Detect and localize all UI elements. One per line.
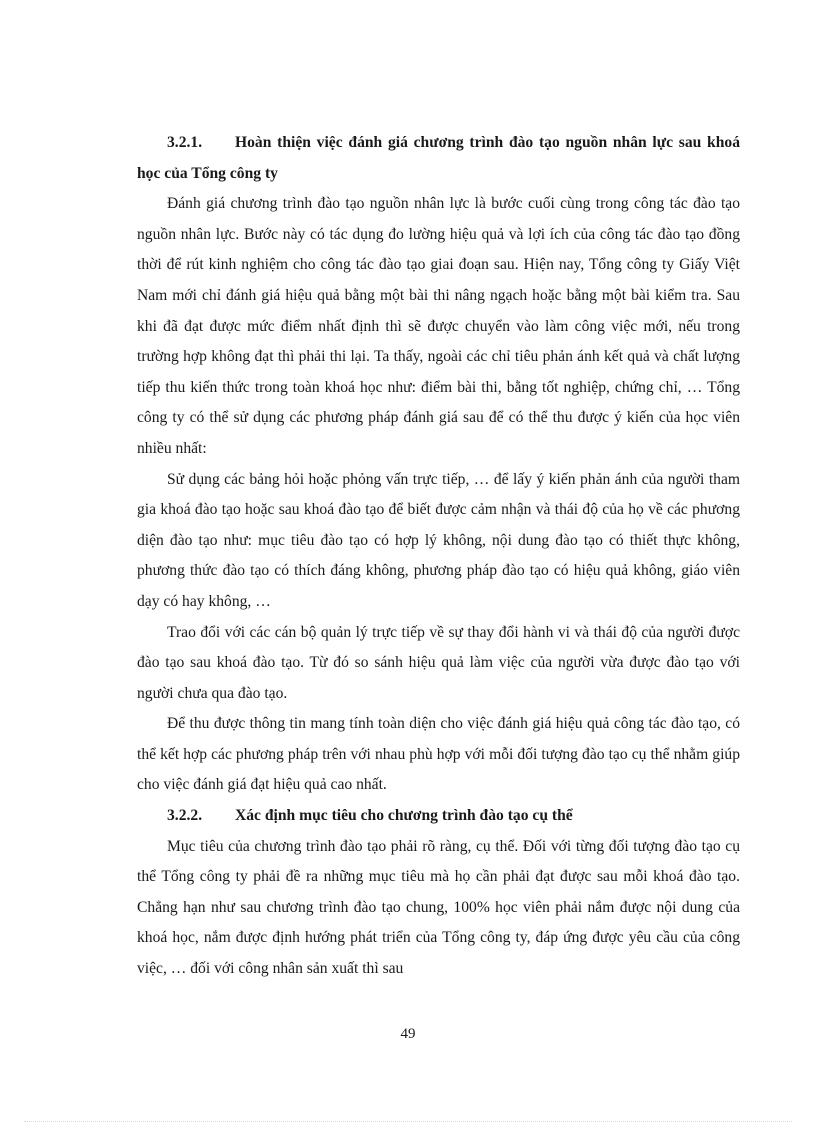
- paragraph: Sử dụng các bảng hỏi hoặc phỏng vấn trực tiếp, … để lấy ý kiến phản ánh của người tham gia khoá đào tạo hoặc sau khoá đào tạo để biết được cảm nhận và thái độ của họ về các phương diện đào tạo như: mục tiêu đào tạo có hợp lý không, nội dung đào tạo có thiết thực không, phương thức đào tạo có thích đáng không, phương pháp đào tạo có hiệu quả không, giáo viên dạy có hay không, …: [137, 470, 740, 610]
- section-heading-3-2-2: [137, 801, 740, 832]
- paragraph: Để thu được thông tin mang tính toàn diện cho việc đánh giá hiệu quả công tác đào tạo, có thể kết hợp các phương pháp trên với nhau phù hợp với mỗi đối tượng đào tạo cụ thể nhằm giúp cho việc đánh giá đạt hiệu quả cao nhất.: [137, 715, 740, 794]
- section-number: 3.2.2.: [167, 807, 203, 825]
- paragraph: Đánh giá chương trình đào tạo nguồn nhân lực là bước cuối cùng trong công tác đào tạo nguồn nhân lực. Bước này có tác dụng đo lường hiệu quả và lợi ích của công tác đào tạo đồng thời để rút kinh nghiệm cho công tác đào tạo giai đoạn sau. Hiện nay, Tổng công ty Giấy Việt Nam mới chỉ đánh giá hiệu quả bằng một bài thi nâng ngạch hoặc bằng một bài kiểm tra. Sau khi đã đạt được mức điểm nhất định thì sẽ được chuyển vào làm công việc mới, nếu trong trường hợp không đạt thì phải thi lại. Ta thấy, ngoài các chỉ tiêu phản ánh kết quả và chất lượng tiếp thu kiến thức trong toàn khoá học như: điểm bài thi, bằng tốt nghiệp, chứng chỉ, … Tổng công ty có thể sử dụng các phương pháp đánh giá sau để có thể thu được ý kiến của học viên nhiều nhất:: [137, 195, 740, 457]
- section-number: 3.2.1.: [167, 134, 203, 151]
- page-content: [137, 128, 740, 985]
- paragraph: Mục tiêu của chương trình đào tạo phải rõ ràng, cụ thể. Đối với từng đối tượng đào tạo cụ thể Tổng công ty phải đề ra những mục tiêu mà họ cần phải đạt được sau mỗi khoá đào tạo. Chẳng hạn như sau chương trình đào tạo chung, 100% học viên phải nắm được nội dung của khoá học, nắm được định hướng phát triển của Tổng công ty, đáp ứng được yêu cầu của công việc, … đối với công nhân sản xuất thì sau: [137, 837, 740, 978]
- page-bottom-divider: [24, 1121, 792, 1122]
- paragraph: Trao đổi với các cán bộ quản lý trực tiếp về sự thay đổi hành vi và thái độ của người được đào tạo sau khoá đào tạo. Từ đó so sánh hiệu quả làm việc của người vừa được đào tạo với người chưa qua đào tạo.: [137, 623, 740, 702]
- section-title: Hoàn thiện việc đánh giá chương trình đào tạo nguồn nhân lực sau khoá học của Tổng công ty: [137, 134, 740, 182]
- page-number: 49: [400, 1026, 416, 1042]
- section-title: Xác định mục tiêu cho chương trình đào tạo cụ thể: [235, 807, 573, 825]
- section-heading-3-2-1: [137, 128, 740, 189]
